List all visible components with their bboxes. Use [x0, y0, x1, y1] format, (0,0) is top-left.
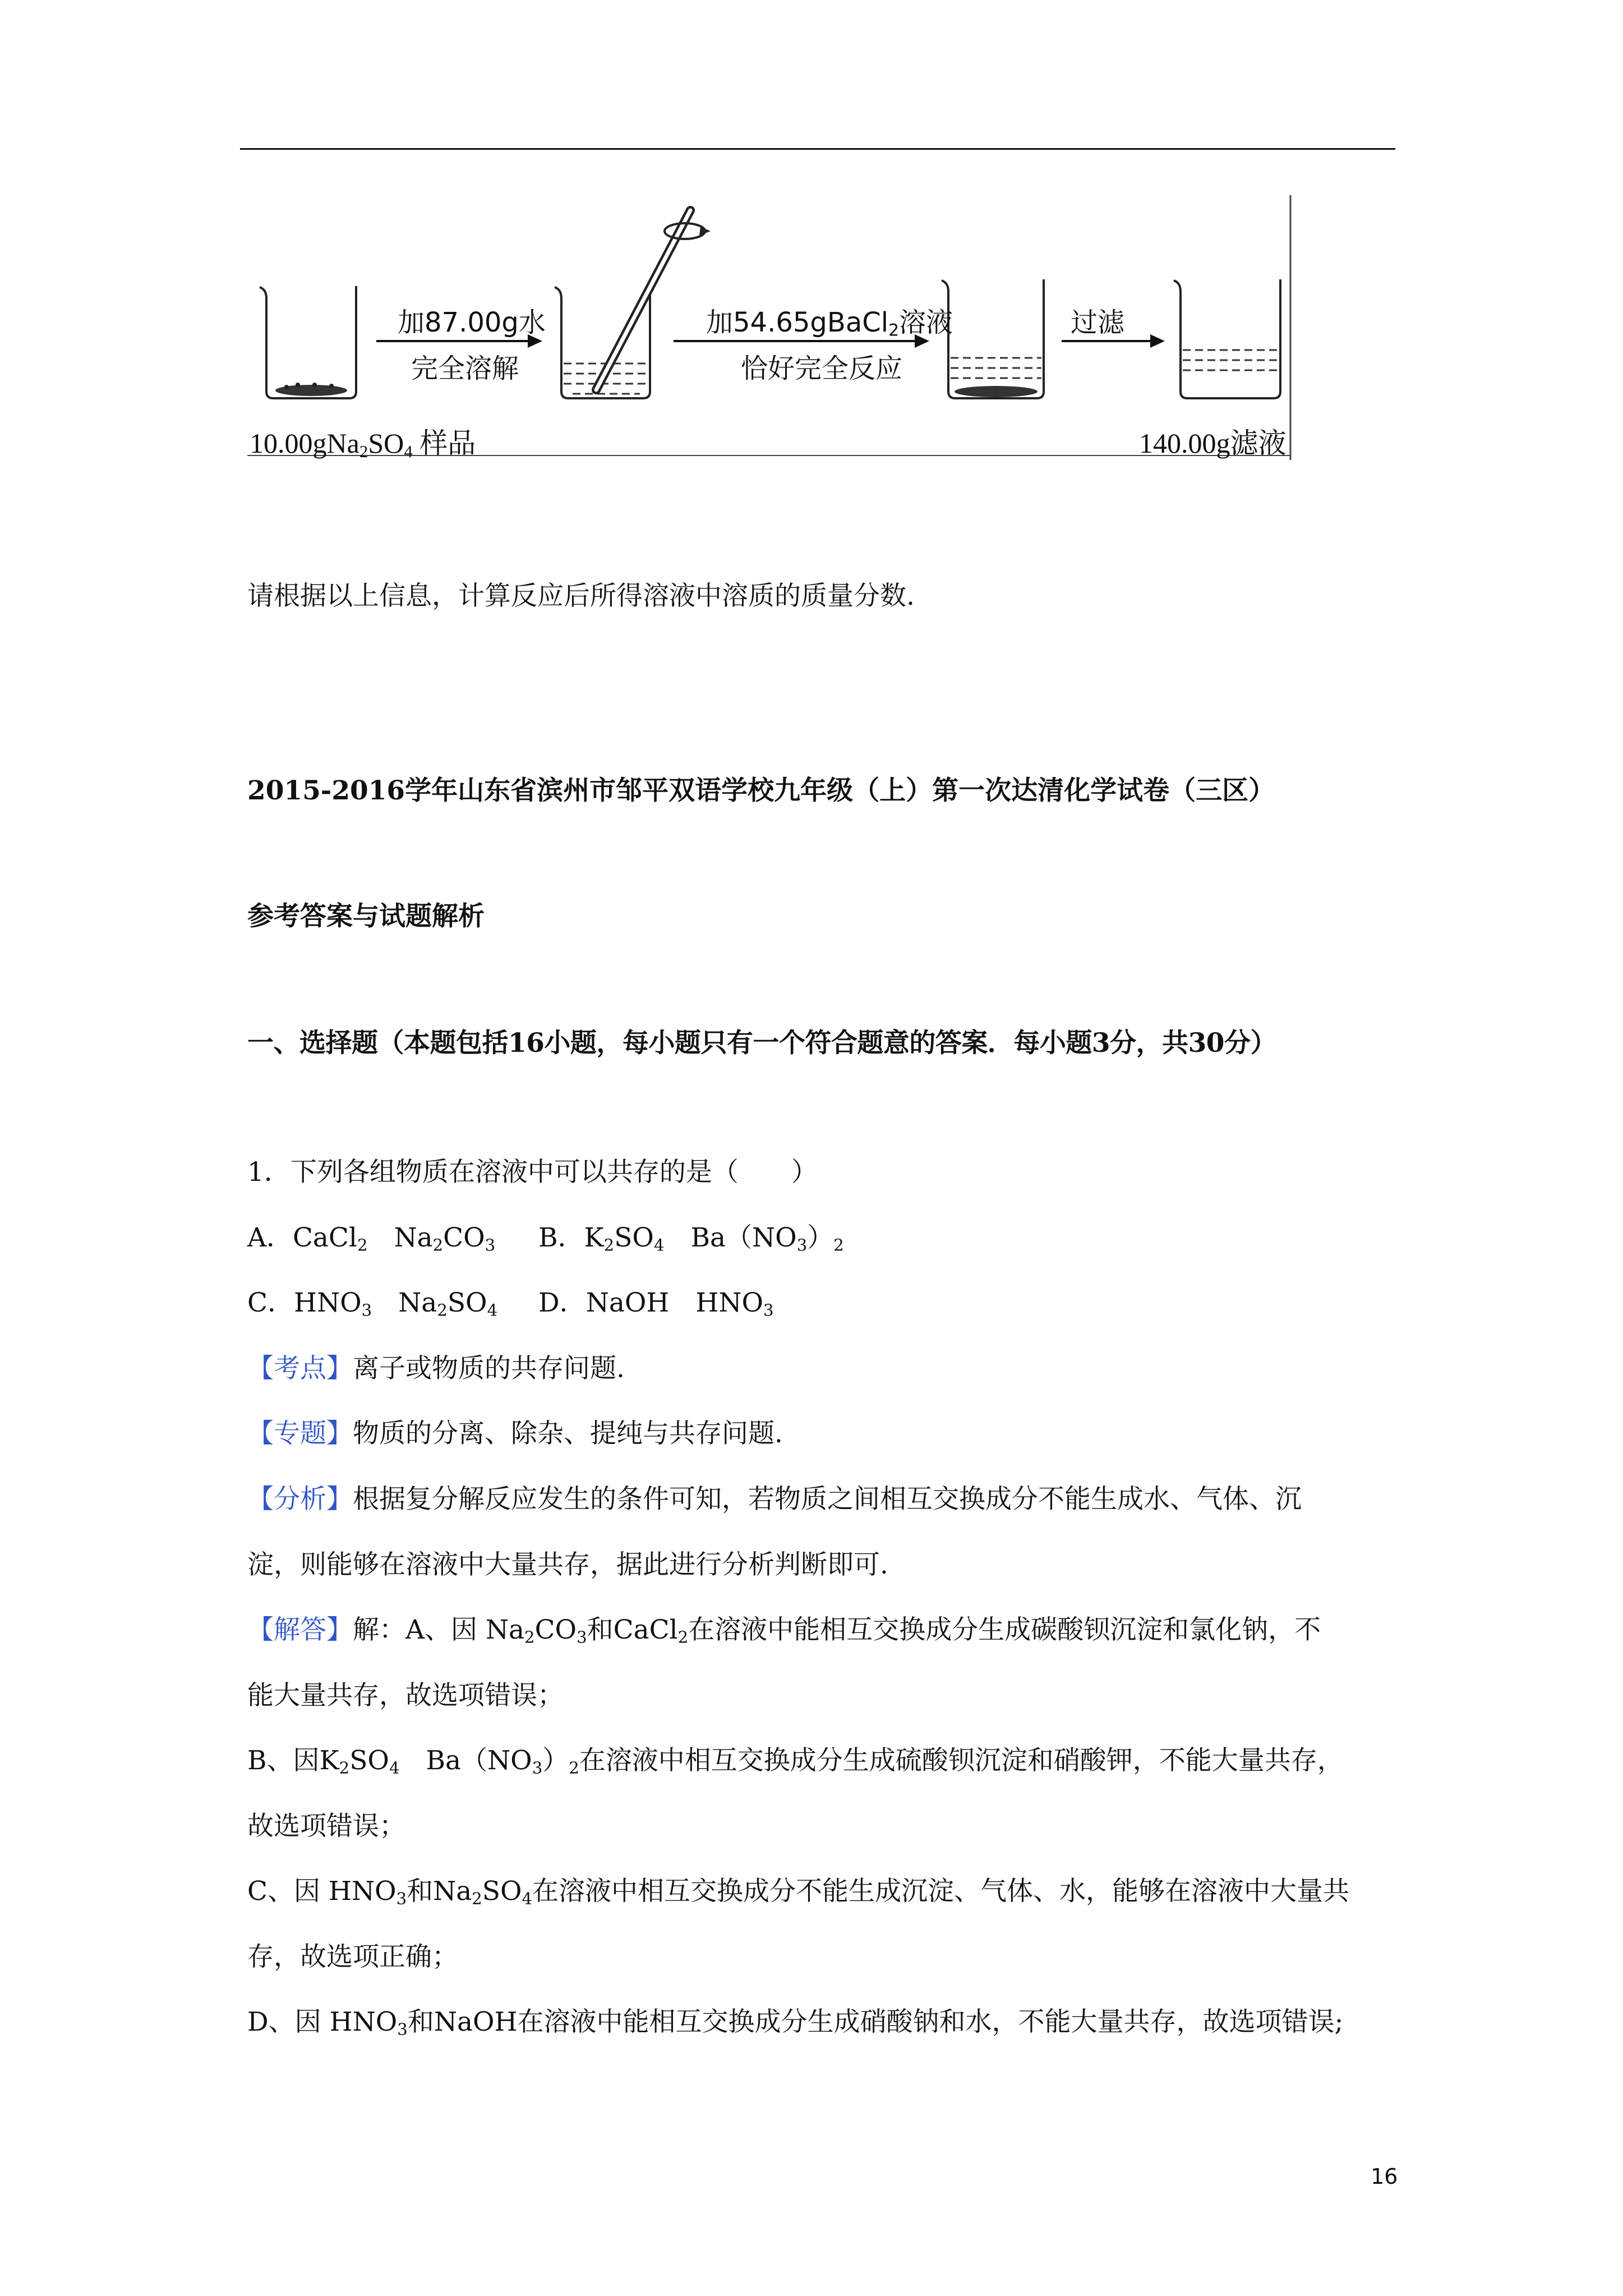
step1-top-label: 加87.00g水: [398, 307, 546, 338]
jieda-line-b1: B、因$K_2SO_4$ $Ba(NO_3)_2$在溶液中相互交换成分生成硫酸钡沉淀和硝酸钾，不能大量共存，: [247, 1745, 1344, 1778]
beaker-2: [555, 210, 711, 398]
page-number: 16: [1371, 2164, 1398, 2189]
kaodian-tag: 【考点】: [247, 1353, 353, 1384]
zhuanti-tag: 【专题】: [247, 1418, 353, 1449]
beaker-4: [1174, 279, 1280, 398]
jieda-line-c2: 存，故选项正确；: [247, 1941, 458, 1972]
q1-option-d: D．NaOH $HNO_3$: [538, 1287, 774, 1320]
question-text: 请根据以上信息，计算反应后所得溶液中溶质的质量分数.: [247, 581, 915, 611]
filtrate-label: 140.00g滤液: [1139, 427, 1287, 459]
jieda-line-b2: 故选项错误；: [247, 1811, 405, 1842]
step3-top-label: 过滤: [1071, 307, 1125, 338]
q1-option-a: A．CaCl$_2$ $Na_2CO_3$: [247, 1222, 496, 1255]
answer-heading: 参考答案与试题解析: [247, 901, 485, 932]
zhuanti-line: 【专题】物质的分离、除杂、提纯与共存问题.: [247, 1418, 783, 1449]
jieda-line-a2: 能大量共存，故选项错误；: [247, 1680, 564, 1711]
kaodian-line: 【考点】离子或物质的共存问题.: [247, 1353, 625, 1384]
q1-option-c: C．$HNO_3$ $Na_2SO_4$: [247, 1287, 498, 1320]
fenxi-line-2: 淀，则能够在溶液中大量共存，据此进行分析判断即可.: [247, 1549, 888, 1580]
section-heading: 一、选择题（本题包括16小题，每小题只有一个符合题意的答案．每小题3分，共30分）: [247, 1028, 1277, 1059]
sample-label: $10.00gNa_2SO_4$ 样品: [250, 427, 476, 461]
jieda-line-c1: C、因 $HNO_3$和$Na_2SO_4$在溶液中相互交换成分不能生成沉淀、气体、水，能够在溶液中大量共: [247, 1876, 1350, 1908]
beaker-1: [260, 286, 356, 398]
fenxi-tag: 【分析】: [247, 1484, 353, 1515]
fenxi-line-1: 【分析】根据复分解反应发生的条件可知，若物质之间相互交换成分不能生成水、气体、沉: [247, 1484, 1302, 1515]
step2-top-label: 加54.65gBaCl$_2$溶液: [706, 307, 953, 341]
step2-bottom-label: 恰好完全反应: [741, 353, 903, 384]
jieda-line-a1: 【解答】解：A、因 $Na_2CO_3$和CaCl$_2$在溶液中能相互交换成分生成碳酸钡沉淀和氯化钠，不: [247, 1614, 1321, 1647]
exam-title: 2015-2016学年山东省滨州市邹平双语学校九年级（上）第一次达清化学试卷（三区）: [247, 775, 1275, 806]
experiment-diagram: [247, 191, 1296, 460]
jieda-line-d1: D、因 $HNO_3$和NaOH在溶液中能相互交换成分生成硝酸钠和水，不能大量共存，故选项错误;: [247, 2007, 1344, 2039]
q1-option-b: B．$K_2SO_4$ $Ba(NO_3)_2$: [538, 1222, 844, 1255]
q1-stem: 1．下列各组物质在溶液中可以共存的是（ ）: [247, 1157, 818, 1188]
jieda-tag: 【解答】: [247, 1614, 353, 1645]
step1-bottom-label: 完全溶解: [411, 353, 519, 384]
beaker-3: [942, 279, 1044, 398]
header-rule: [240, 148, 1395, 150]
